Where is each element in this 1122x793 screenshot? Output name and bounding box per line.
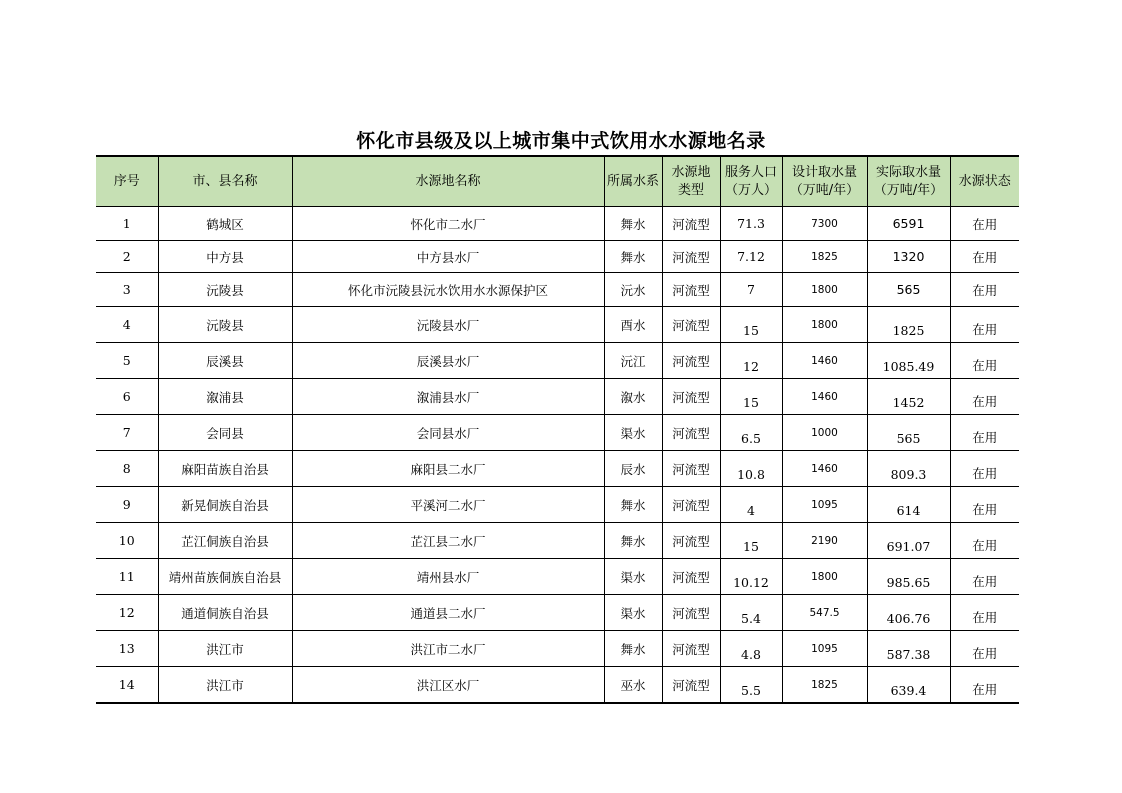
design-intake: 2190 bbox=[782, 523, 867, 559]
service-population: 15 bbox=[720, 523, 782, 559]
water-system: 酉水 bbox=[604, 307, 662, 343]
row-number: 8 bbox=[96, 451, 158, 487]
actual-intake: 1085.49 bbox=[867, 343, 950, 379]
water-system: 舞水 bbox=[604, 631, 662, 667]
water-system: 舞水 bbox=[604, 207, 662, 241]
service-population: 5.5 bbox=[720, 667, 782, 704]
water-system: 沅江 bbox=[604, 343, 662, 379]
table-header-row bbox=[96, 156, 1019, 207]
service-population: 15 bbox=[720, 379, 782, 415]
service-population: 10.8 bbox=[720, 451, 782, 487]
design-intake: 1095 bbox=[782, 631, 867, 667]
source-status: 在用 bbox=[950, 667, 1019, 704]
row-number: 1 bbox=[96, 207, 158, 241]
column-header: 服务人口 （万人） bbox=[720, 156, 782, 207]
source-status: 在用 bbox=[950, 595, 1019, 631]
actual-intake: 639.4 bbox=[867, 667, 950, 704]
county-name: 中方县 bbox=[158, 241, 292, 273]
source-status: 在用 bbox=[950, 487, 1019, 523]
actual-intake: 1825 bbox=[867, 307, 950, 343]
row-number: 9 bbox=[96, 487, 158, 523]
actual-intake: 809.3 bbox=[867, 451, 950, 487]
row-number: 13 bbox=[96, 631, 158, 667]
county-name: 靖州苗族侗族自治县 bbox=[158, 559, 292, 595]
design-intake: 1800 bbox=[782, 273, 867, 307]
source-status: 在用 bbox=[950, 273, 1019, 307]
county-name: 洪江市 bbox=[158, 667, 292, 704]
source-name: 怀化市二水厂 bbox=[292, 207, 604, 241]
water-system: 舞水 bbox=[604, 523, 662, 559]
column-header: 设计取水量 （万吨/年） bbox=[782, 156, 867, 207]
column-header: 实际取水量 （万吨/年） bbox=[867, 156, 950, 207]
design-intake: 1095 bbox=[782, 487, 867, 523]
service-population: 10.12 bbox=[720, 559, 782, 595]
row-number: 7 bbox=[96, 415, 158, 451]
water-system: 渠水 bbox=[604, 415, 662, 451]
water-system: 巫水 bbox=[604, 667, 662, 704]
source-status: 在用 bbox=[950, 207, 1019, 241]
design-intake: 1800 bbox=[782, 559, 867, 595]
design-intake: 1825 bbox=[782, 241, 867, 273]
county-name: 会同县 bbox=[158, 415, 292, 451]
column-header: 水源状态 bbox=[950, 156, 1019, 207]
table-row bbox=[96, 307, 1019, 343]
water-system: 舞水 bbox=[604, 241, 662, 273]
source-status: 在用 bbox=[950, 523, 1019, 559]
county-name: 通道侗族自治县 bbox=[158, 595, 292, 631]
source-name: 芷江县二水厂 bbox=[292, 523, 604, 559]
source-status: 在用 bbox=[950, 307, 1019, 343]
source-status: 在用 bbox=[950, 415, 1019, 451]
table-row bbox=[96, 343, 1019, 379]
source-status: 在用 bbox=[950, 379, 1019, 415]
source-name: 洪江区水厂 bbox=[292, 667, 604, 704]
county-name: 鹤城区 bbox=[158, 207, 292, 241]
source-name: 沅陵县水厂 bbox=[292, 307, 604, 343]
actual-intake: 1452 bbox=[867, 379, 950, 415]
table-row bbox=[96, 273, 1019, 307]
column-header: 水源地 类型 bbox=[662, 156, 720, 207]
page-title: 怀化市县级及以上城市集中式饮用水水源地名录 bbox=[356, 130, 766, 152]
table-row bbox=[96, 207, 1019, 241]
design-intake: 1460 bbox=[782, 343, 867, 379]
service-population: 4 bbox=[720, 487, 782, 523]
source-type: 河流型 bbox=[662, 595, 720, 631]
table-row bbox=[96, 559, 1019, 595]
row-number: 14 bbox=[96, 667, 158, 704]
service-population: 12 bbox=[720, 343, 782, 379]
design-intake: 1825 bbox=[782, 667, 867, 704]
water-system: 渠水 bbox=[604, 595, 662, 631]
source-name: 怀化市沅陵县沅水饮用水水源保护区 bbox=[292, 273, 604, 307]
source-name: 会同县水厂 bbox=[292, 415, 604, 451]
service-population: 4.8 bbox=[720, 631, 782, 667]
design-intake: 547.5 bbox=[782, 595, 867, 631]
table-row bbox=[96, 523, 1019, 559]
row-number: 4 bbox=[96, 307, 158, 343]
table-row bbox=[96, 379, 1019, 415]
county-name: 洪江市 bbox=[158, 631, 292, 667]
source-type: 河流型 bbox=[662, 487, 720, 523]
service-population: 15 bbox=[720, 307, 782, 343]
service-population: 7.12 bbox=[720, 241, 782, 273]
service-population: 7 bbox=[720, 273, 782, 307]
water-system: 渠水 bbox=[604, 559, 662, 595]
source-type: 河流型 bbox=[662, 667, 720, 704]
county-name: 溆浦县 bbox=[158, 379, 292, 415]
row-number: 6 bbox=[96, 379, 158, 415]
water-system: 溆水 bbox=[604, 379, 662, 415]
county-name: 辰溪县 bbox=[158, 343, 292, 379]
actual-intake: 6591 bbox=[867, 207, 950, 241]
actual-intake: 565 bbox=[867, 415, 950, 451]
source-type: 河流型 bbox=[662, 379, 720, 415]
table-row bbox=[96, 487, 1019, 523]
table-row bbox=[96, 415, 1019, 451]
table-row bbox=[96, 667, 1019, 704]
source-name: 溆浦县水厂 bbox=[292, 379, 604, 415]
source-type: 河流型 bbox=[662, 273, 720, 307]
table-row bbox=[96, 241, 1019, 273]
source-status: 在用 bbox=[950, 241, 1019, 273]
row-number: 3 bbox=[96, 273, 158, 307]
county-name: 芷江侗族自治县 bbox=[158, 523, 292, 559]
source-name: 靖州县水厂 bbox=[292, 559, 604, 595]
table-row bbox=[96, 631, 1019, 667]
source-type: 河流型 bbox=[662, 451, 720, 487]
source-type: 河流型 bbox=[662, 559, 720, 595]
source-type: 河流型 bbox=[662, 415, 720, 451]
service-population: 71.3 bbox=[720, 207, 782, 241]
row-number: 5 bbox=[96, 343, 158, 379]
source-type: 河流型 bbox=[662, 241, 720, 273]
row-number: 2 bbox=[96, 241, 158, 273]
column-header: 市、县名称 bbox=[158, 156, 292, 207]
source-name: 麻阳县二水厂 bbox=[292, 451, 604, 487]
actual-intake: 691.07 bbox=[867, 523, 950, 559]
design-intake: 1800 bbox=[782, 307, 867, 343]
county-name: 沅陵县 bbox=[158, 307, 292, 343]
source-type: 河流型 bbox=[662, 343, 720, 379]
source-name: 中方县水厂 bbox=[292, 241, 604, 273]
water-system: 舞水 bbox=[604, 487, 662, 523]
water-system: 沅水 bbox=[604, 273, 662, 307]
actual-intake: 587.38 bbox=[867, 631, 950, 667]
design-intake: 1460 bbox=[782, 379, 867, 415]
source-name: 通道县二水厂 bbox=[292, 595, 604, 631]
column-header: 序号 bbox=[96, 156, 158, 207]
water-system: 辰水 bbox=[604, 451, 662, 487]
service-population: 6.5 bbox=[720, 415, 782, 451]
source-status: 在用 bbox=[950, 631, 1019, 667]
water-source-table bbox=[96, 155, 1019, 704]
source-name: 辰溪县水厂 bbox=[292, 343, 604, 379]
source-type: 河流型 bbox=[662, 631, 720, 667]
row-number: 10 bbox=[96, 523, 158, 559]
actual-intake: 614 bbox=[867, 487, 950, 523]
design-intake: 7300 bbox=[782, 207, 867, 241]
table-row bbox=[96, 451, 1019, 487]
source-type: 河流型 bbox=[662, 207, 720, 241]
source-name: 平溪河二水厂 bbox=[292, 487, 604, 523]
county-name: 新晃侗族自治县 bbox=[158, 487, 292, 523]
source-type: 河流型 bbox=[662, 307, 720, 343]
column-header: 水源地名称 bbox=[292, 156, 604, 207]
actual-intake: 1320 bbox=[867, 241, 950, 273]
column-header: 所属水系 bbox=[604, 156, 662, 207]
source-status: 在用 bbox=[950, 451, 1019, 487]
service-population: 5.4 bbox=[720, 595, 782, 631]
design-intake: 1460 bbox=[782, 451, 867, 487]
actual-intake: 985.65 bbox=[867, 559, 950, 595]
source-name: 洪江市二水厂 bbox=[292, 631, 604, 667]
county-name: 麻阳苗族自治县 bbox=[158, 451, 292, 487]
county-name: 沅陵县 bbox=[158, 273, 292, 307]
source-type: 河流型 bbox=[662, 523, 720, 559]
source-status: 在用 bbox=[950, 559, 1019, 595]
actual-intake: 406.76 bbox=[867, 595, 950, 631]
row-number: 11 bbox=[96, 559, 158, 595]
source-status: 在用 bbox=[950, 343, 1019, 379]
design-intake: 1000 bbox=[782, 415, 867, 451]
actual-intake: 565 bbox=[867, 273, 950, 307]
table-row bbox=[96, 595, 1019, 631]
row-number: 12 bbox=[96, 595, 158, 631]
